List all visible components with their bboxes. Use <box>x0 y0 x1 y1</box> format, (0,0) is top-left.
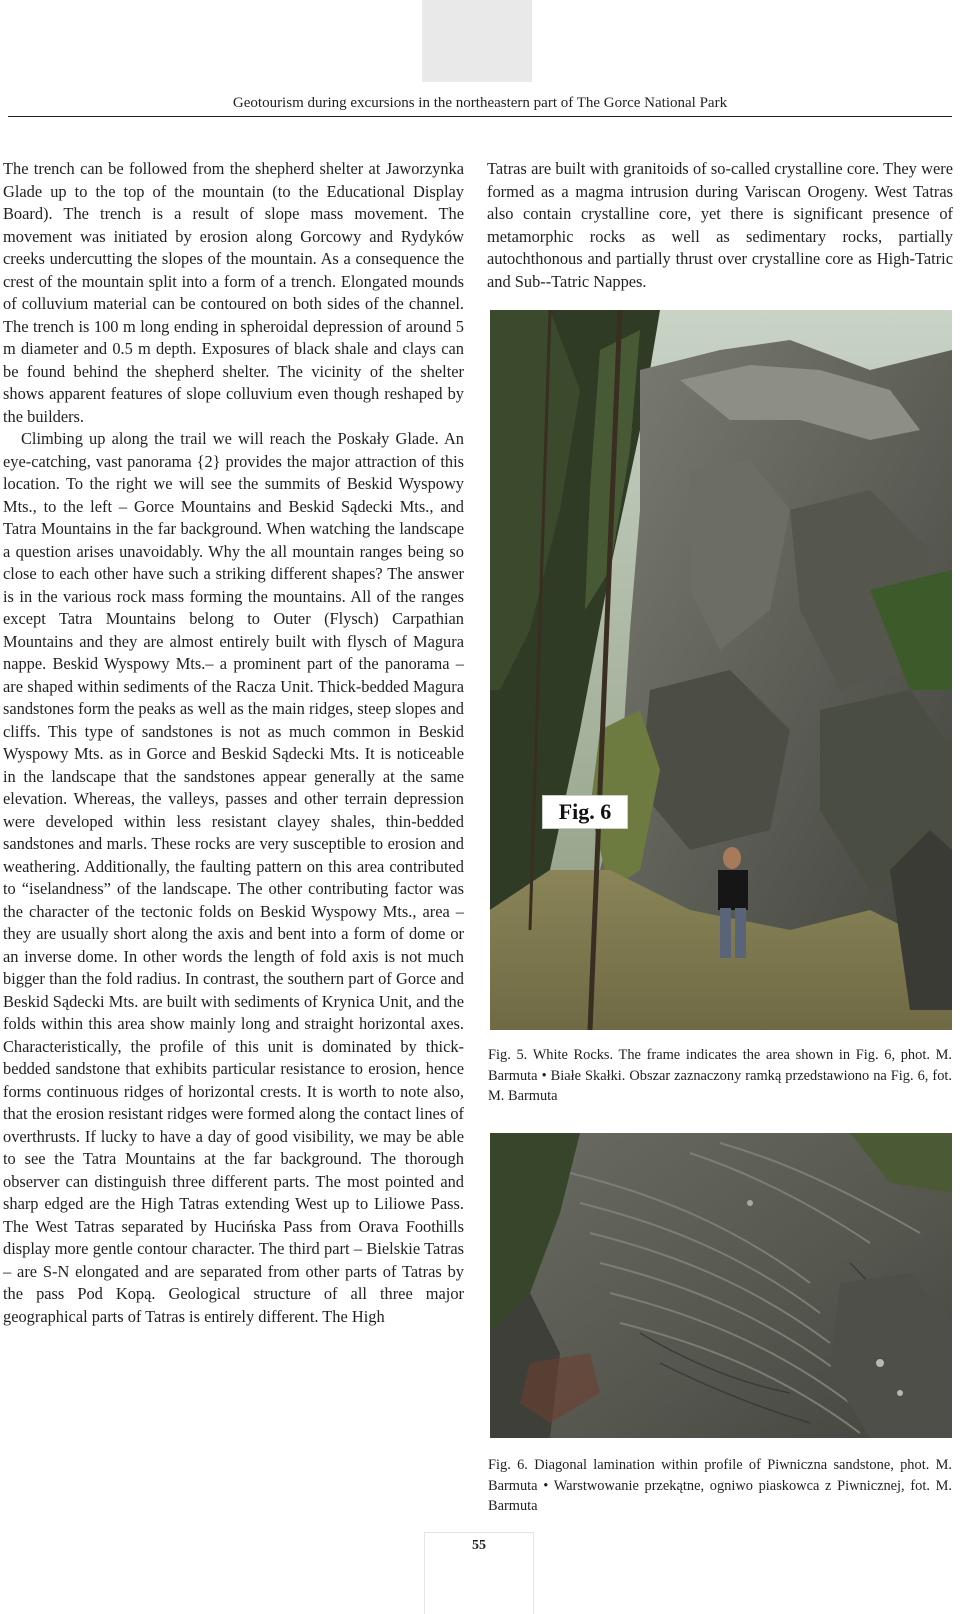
figure-5-photo <box>490 310 952 1030</box>
body-paragraph: Climbing up along the trail we will reach the Poskały Glade. An eye-catching, vast panorama {2} provides the major attraction of this location. To the right we will see the summits of Beskid Wyspowy Mts., to the left – Gorce Mountains and Beskid Sądecki Mts., and Tatra Mountains in the far background. When watching the landscape a question arises unavoidably. Why the all mountain ranges being so close to each other have such a striking different shapes? The answer is in the various rock mass forming the mountains. All of the ranges except Tatra Mountains belong to Outer (Flysch) Carpathian Mountains and they are almost entirely built with flysch of Magura nappe. Beskid Wyspowy Mts.– a prominent part of the panorama – are shaped within sediments of the Racza Unit. Thick-bedded Magura sandstones form the peaks as well as the main ridges, steep slopes and cliffs. This type of sandstones is not as much common in Beskid Wyspowy Mts. as in Gorce and Beskid Sądecki Mts. It is noticeable in the landscape that the sandstones appear generally at the same elevation. Whereas, the valleys, passes and other terrain depression were developed within less resistant clayey shales, thin-bedded sandstones and marls. These rocks are very susceptible to erosion and weathering. Additionally, the faulting pattern on this area contributed to “iselandness” of the landscape. The other contributing factor was the character of the tectonic folds on Beskid Wyspowy Mts., area – they are usually short along the axis and bent into a form of dome or an inverse dome. In other words the length of fold axis is not much bigger than the fold radius. In contrast, the southern part of Gorce and Beskid Sądecki Mts. are built with sediments of Krynica Unit, and the folds within this area show mainly long and straight horizontal axes. Characteristically, the profile of this unit is dominated by thick-bedded sandstone that exhibits particular resistance to erosion, hence forms continuous ridges of horizontal crests. It is worth to note also, that the erosion resistant ridges were formed along the contact lines of overthrusts. If lucky to have a day of good visibility, we may be able to see the Tatra Mountains at the far background. The thorough observer can distinguish three different parts. The most pointed and sharp edged are the High Tatras extending West up to Liliowe Pass. The West Tatras separated by Hucińska Pass from Orava Foothills display more gentle contour character. The third part – Bielskie Tatras – are S-N elongated and are separated from other parts of Tatras by the pass Pod Kopą. Geological structure of all three major geographical parts of Tatras is entirely different. The High <box>3 429 464 1326</box>
left-column <box>3 158 464 1328</box>
top-page-tab <box>422 0 532 82</box>
header-rule <box>8 116 952 117</box>
body-paragraph: Tatras are built with granitoids of so-called crystalline core. They were formed as a magma intrusion during Variscan Orogeny. West Tatras also contain crystalline core, yet there is significant presence of metamorphic rocks as well as sedimentary rocks, partially autochthonous and partially thrust over crystalline core as High-Tatric and Sub--Tatric Nappes. <box>487 159 953 291</box>
running-title: Geotourism during excursions in the northeastern part of The Gorce National Park <box>232 95 728 111</box>
page-number: 55 <box>472 1538 486 1553</box>
white-rocks-photo-image <box>490 310 952 1030</box>
figure-6-frame-label: Fig. 6 <box>542 795 628 829</box>
right-column <box>487 158 953 293</box>
figure-6-photo <box>490 1133 952 1438</box>
sandstone-lamination-photo-image <box>490 1133 952 1438</box>
figure-5-caption: Fig. 5. White Rocks. The frame indicates the area shown in Fig. 6, phot. M. Barmuta • Białe Skałki. Obszar zaznaczony ramką przedstawiono na Fig. 6, fot. M. Barmuta <box>488 1047 952 1104</box>
body-paragraph: The trench can be followed from the shepherd shelter at Jaworzynka Glade up to the top of the mountain (to the Educational Display Board). The trench is a result of slope mass movement. The movement was initiated by erosion along Gorcowy and Rydyków creeks undercutting the slopes of the mountain. As a consequence the crest of the mountain split into a form of a trench. Elongated mounds of colluvium material can be contoured on both sides of the channel. The trench is 100 m long ending in spheroidal depression of around 5 m diameter and 0.5 m depth. Exposures of black shale and clays can be found behind the shepherd shelter. The vicinity of the shelter shows apparent features of slope colluvium even though reshaped by the builders. <box>3 159 464 426</box>
figure-6-caption: Fig. 6. Diagonal lamination within profile of Piwniczna sandstone, phot. M. Barmuta • Warstwowanie przekątne, ogniwo piaskowca z Piwnicznej, fot. M. Barmuta <box>488 1457 952 1514</box>
